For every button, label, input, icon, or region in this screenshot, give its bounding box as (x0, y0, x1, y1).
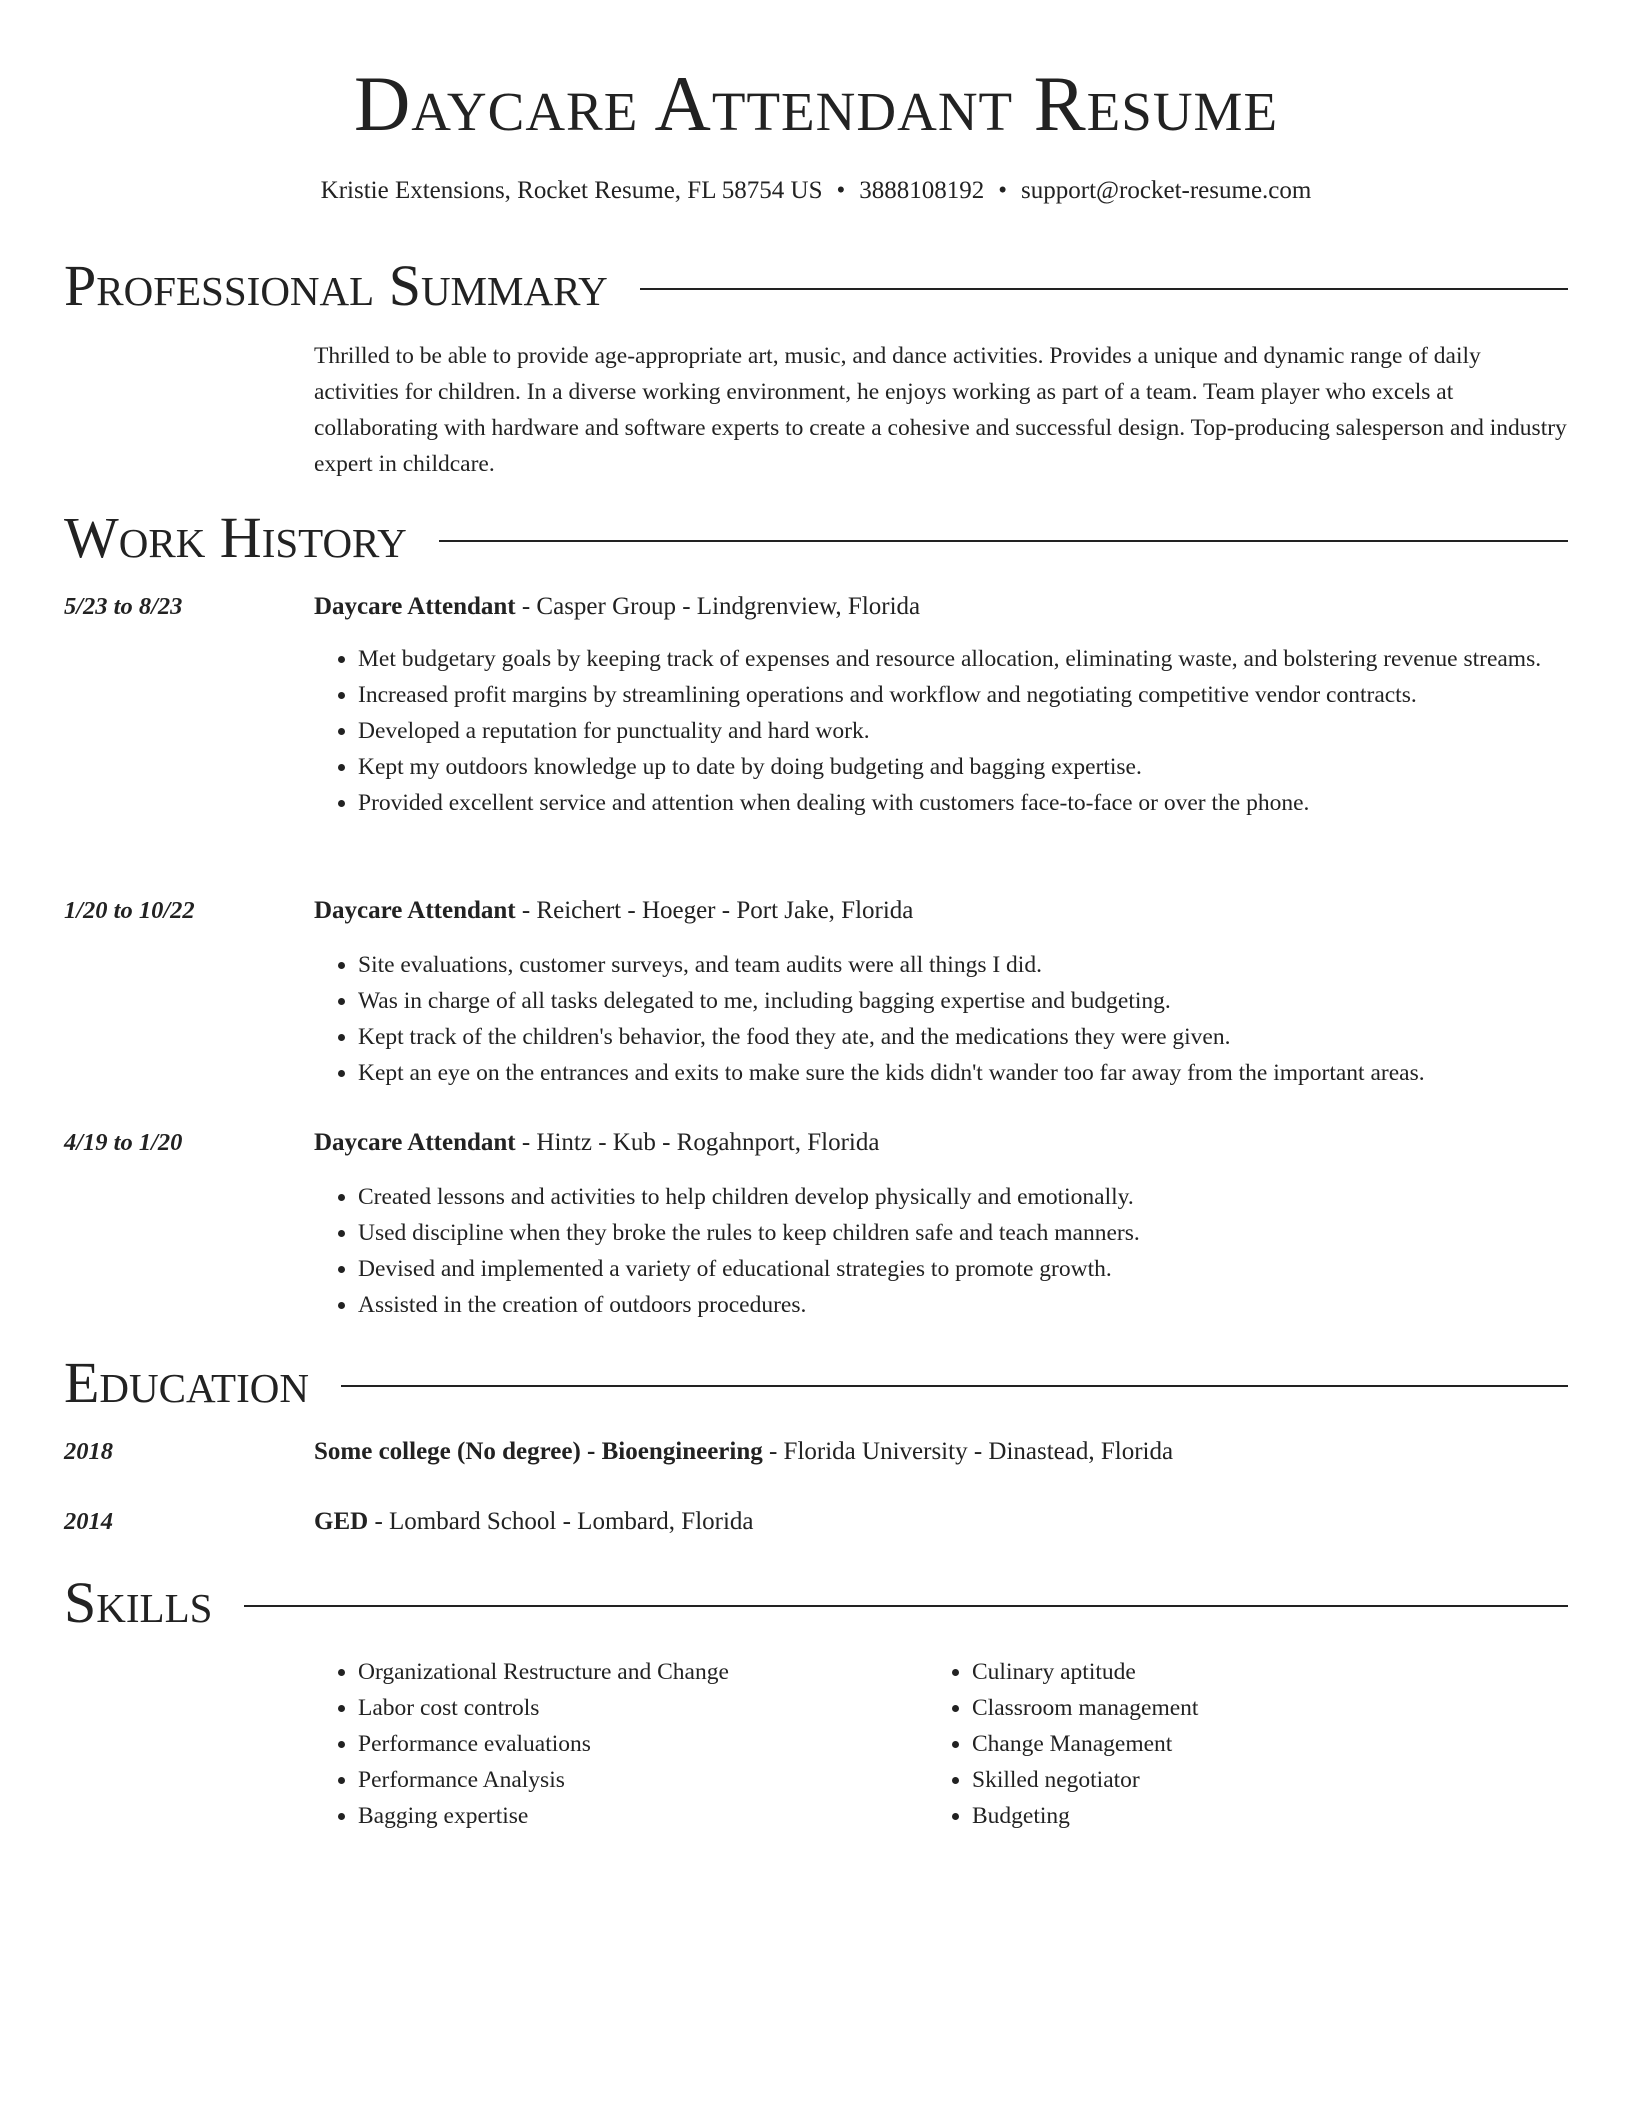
job-entry (64, 1125, 1568, 1325)
contact-separator: • (998, 177, 1008, 204)
job-title: Daycare Attendant (314, 897, 516, 924)
skill-item: • Budgeting (972, 1798, 1542, 1834)
section-rule (439, 540, 1568, 542)
section-heading-education (64, 1351, 1568, 1415)
list-item: • Kept my outdoors knowledge up to date by doing budgeting and bagging expertise. (358, 749, 1568, 785)
job-dates: 1/20 to 10/22 (64, 897, 195, 924)
list-item: • Was in charge of all tasks delegated to me, including bagging expertise and budgeting. (358, 983, 1568, 1019)
job-heading (314, 589, 920, 625)
resume-title: Daycare Attendant Resume (353, 60, 1279, 147)
skill-item: • Performance evaluations (358, 1726, 928, 1762)
section-title-work: Work History (64, 505, 407, 570)
education-entry (64, 1434, 1568, 1470)
list-item: • Devised and implemented a variety of educational strategies to promote growth. (358, 1251, 1568, 1287)
job-details: - Casper Group - Lindgrenview, Florida (515, 593, 921, 620)
education-year: 2014 (64, 1508, 113, 1535)
section-title-education: Education (64, 1350, 309, 1415)
skill-item: • Classroom management (972, 1690, 1542, 1726)
job-details: - Hintz - Kub - Rogahnport, Florida (515, 1129, 880, 1156)
education-entry (64, 1504, 1568, 1540)
skills-column-left (314, 1654, 928, 1834)
job-dates: 5/23 to 8/23 (64, 593, 183, 620)
skill-item: • Bagging expertise (358, 1798, 928, 1834)
list-item: • Met budgetary goals by keeping track of expenses and resource allocation, eliminating waste, and bolstering revenue streams. (358, 641, 1568, 677)
contact-separator: • (836, 177, 846, 204)
contact-phone: 3888108192 (859, 177, 985, 204)
job-details: - Reichert - Hoeger - Port Jake, Florida (515, 897, 914, 924)
skill-item: • Organizational Restructure and Change (358, 1654, 928, 1690)
section-rule (244, 1605, 1568, 1607)
job-bullets (314, 947, 1568, 1091)
list-item: • Created lessons and activities to help children develop physically and emotionally. (358, 1179, 1568, 1215)
skill-item: • Culinary aptitude (972, 1654, 1542, 1690)
list-item: • Kept an eye on the entrances and exits to make sure the kids didn't wander too far away from the important areas. (358, 1055, 1568, 1091)
education-heading (314, 1504, 754, 1540)
skills-column-right (928, 1654, 1542, 1834)
education-degree: GED (314, 1508, 369, 1535)
skill-item: • Change Management (972, 1726, 1542, 1762)
education-heading (314, 1434, 1173, 1470)
education-details: - Lombard School - Lombard, Florida (368, 1508, 754, 1535)
skills-list (314, 1654, 1570, 1834)
job-entry (64, 893, 1568, 1093)
education-year: 2018 (64, 1438, 113, 1465)
section-heading-skills (64, 1571, 1568, 1635)
job-bullets (314, 1179, 1568, 1323)
list-item: • Developed a reputation for punctuality and hard work. (358, 713, 1568, 749)
job-dates: 4/19 to 1/20 (64, 1129, 183, 1156)
skill-item: • Skilled negotiator (972, 1762, 1542, 1798)
contact-address: Kristie Extensions, Rocket Resume, FL 58754 US (320, 177, 823, 204)
job-heading (314, 893, 913, 929)
job-heading (314, 1125, 879, 1161)
section-rule (341, 1385, 1568, 1387)
job-entry (64, 589, 1568, 859)
contact-line (0, 174, 1632, 208)
skill-item: • Performance Analysis (358, 1762, 928, 1798)
list-item: • Provided excellent service and attention when dealing with customers face-to-face or over the phone. (358, 785, 1568, 821)
list-item: • Used discipline when they broke the rules to keep children safe and teach manners. (358, 1215, 1568, 1251)
summary-text: Thrilled to be able to provide age-appropriate art, music, and dance activities. Provides a unique and dynamic range of daily activities for children. In a diverse working environment, he enjoys working as part of a team. Team player who excels at collaborating with hardware and software experts to create a cohesive and successful design. Top-producing salesperson and industry expert in childcare. (314, 343, 1567, 477)
list-item: • Increased profit margins by streamlining operations and workflow and negotiating competitive vendor contracts. (358, 677, 1568, 713)
job-bullets (314, 641, 1568, 821)
education-degree: Some college (No degree) - Bioengineering (314, 1438, 763, 1465)
education-details: - Florida University - Dinastead, Florida (762, 1438, 1174, 1465)
list-item: • Site evaluations, customer surveys, and team audits were all things I did. (358, 947, 1568, 983)
section-heading-work (64, 506, 1568, 570)
list-item: • Assisted in the creation of outdoors procedures. (358, 1287, 1568, 1323)
list-item: • Kept track of the children's behavior, the food they ate, and the medications they were given. (358, 1019, 1568, 1055)
skill-item: • Labor cost controls (358, 1690, 928, 1726)
job-title: Daycare Attendant (314, 593, 516, 620)
section-rule (640, 288, 1568, 290)
section-title-summary: Professional Summary (64, 253, 608, 318)
section-heading-summary (64, 254, 1568, 318)
contact-email: support@rocket-resume.com (1021, 177, 1312, 204)
job-title: Daycare Attendant (314, 1129, 516, 1156)
section-title-skills: Skills (64, 1570, 213, 1635)
